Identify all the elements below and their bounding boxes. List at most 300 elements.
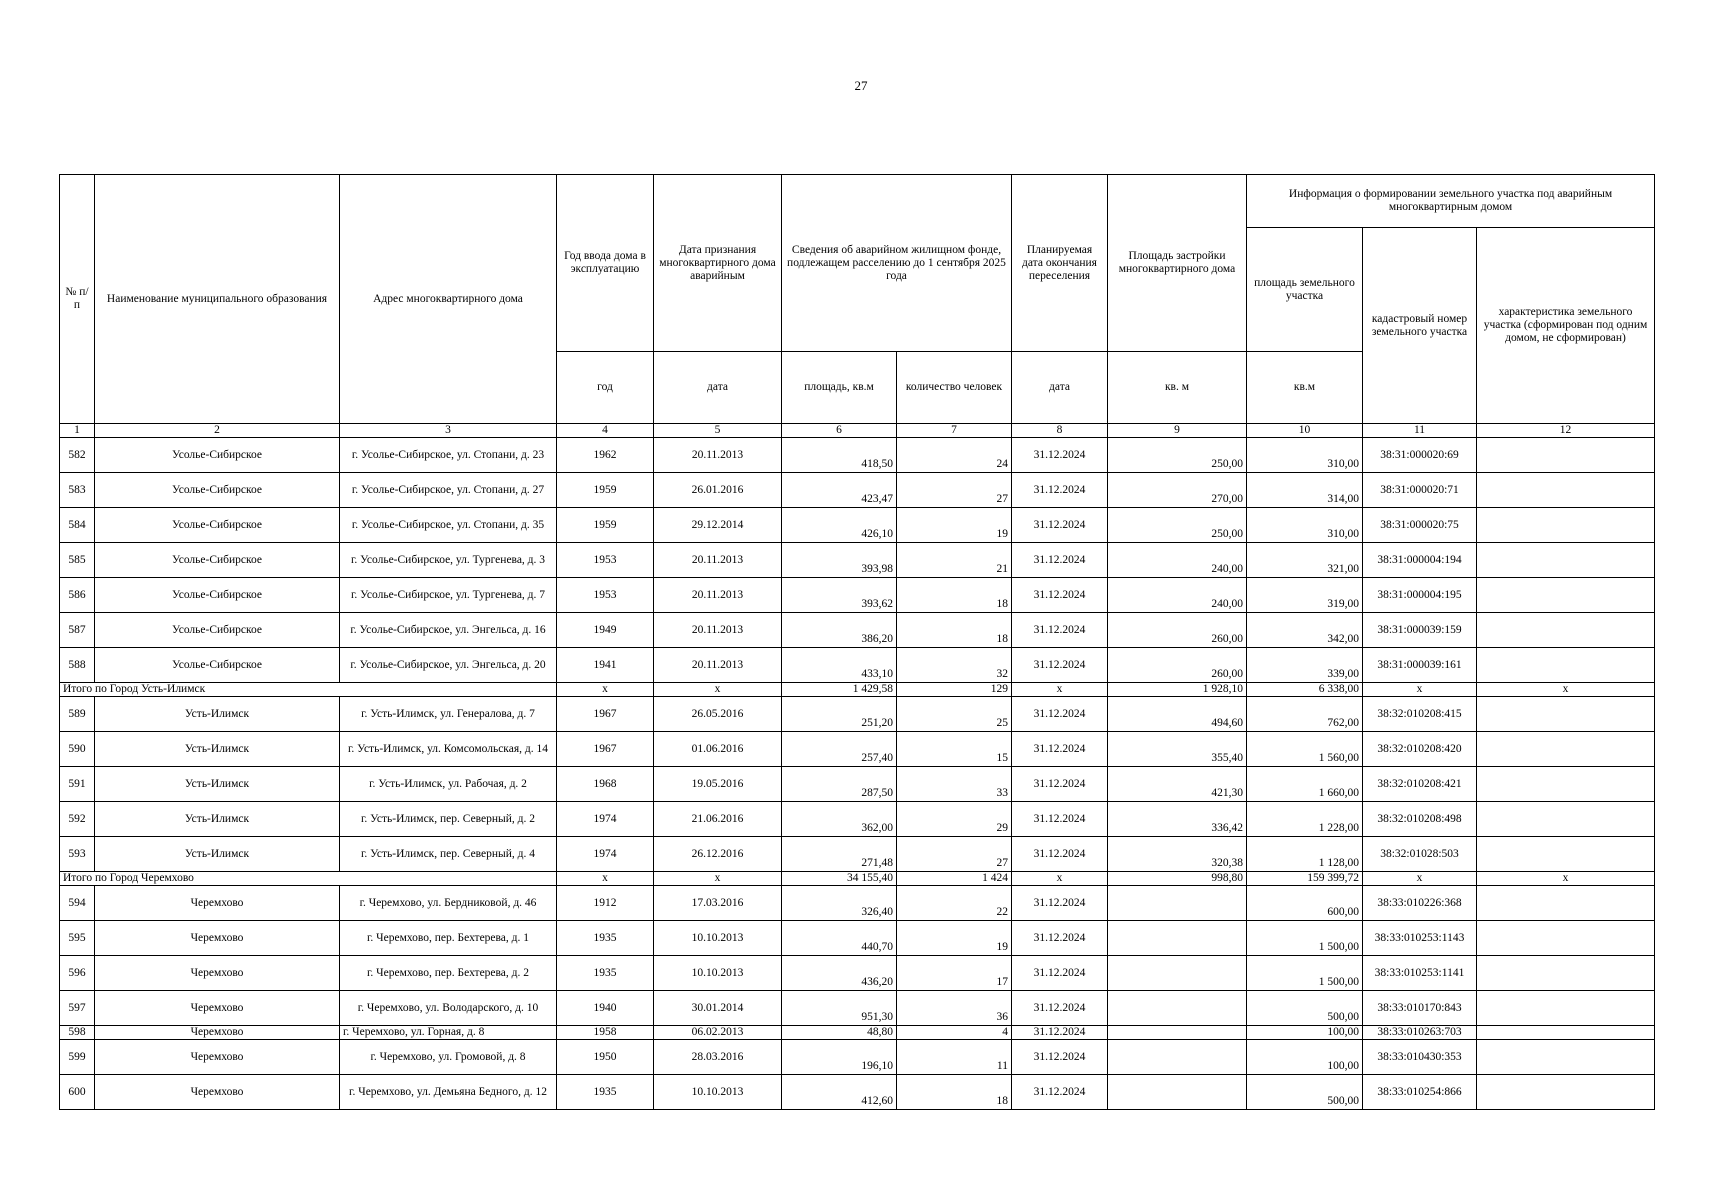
cell-build-area: 250,00 [1108, 438, 1247, 473]
cell-people: 27 [897, 473, 1012, 508]
cell-num: 600 [60, 1075, 95, 1110]
cell-area: 362,00 [782, 802, 897, 837]
cell-land-char [1477, 767, 1655, 802]
cell-people: 22 [897, 886, 1012, 921]
cell-year: 1912 [557, 886, 654, 921]
header-unit-people: количество человек [897, 352, 1012, 424]
cell-recognition-date: 29.12.2014 [654, 508, 782, 543]
header-planned-date: Планируемая дата окончания переселения [1012, 175, 1108, 352]
cell-recognition-date: 26.12.2016 [654, 837, 782, 872]
table-row [60, 956, 1655, 991]
cell-num: 587 [60, 613, 95, 648]
cell-land-char [1477, 837, 1655, 872]
cell-build-area: 494,60 [1108, 697, 1247, 732]
cell-recognition-date: 26.05.2016 [654, 697, 782, 732]
cell-year: x [557, 872, 654, 886]
cell-num: 584 [60, 508, 95, 543]
cell-build-area: 250,00 [1108, 508, 1247, 543]
table-row [60, 921, 1655, 956]
cell-area: 412,60 [782, 1075, 897, 1110]
cell-area: 951,30 [782, 991, 897, 1026]
cell-planned-date: x [1012, 683, 1108, 697]
table-row [60, 1075, 1655, 1110]
header-land-info: Информация о формировании земельного участка под аварийным многоквартирным домом [1247, 175, 1655, 228]
cell-address: г. Усолье-Сибирское, ул. Стопани, д. 23 [340, 438, 557, 473]
cell-cadastral: 38:31:000020:71 [1363, 473, 1477, 508]
cell-recognition-date: 01.06.2016 [654, 732, 782, 767]
column-number: 12 [1477, 424, 1655, 438]
header-year: Год ввода дома в эксплуатацию [557, 175, 654, 352]
cell-land-char [1477, 543, 1655, 578]
cell-municipality: Усть-Илимск [95, 802, 340, 837]
cell-land-area: 1 128,00 [1247, 837, 1363, 872]
cell-planned-date: 31.12.2024 [1012, 578, 1108, 613]
header-num: № п/п [60, 175, 95, 424]
cell-people: 27 [897, 837, 1012, 872]
cell-land-area: 1 560,00 [1247, 732, 1363, 767]
cell-address: г. Черемхово, ул. Громовой, д. 8 [340, 1040, 557, 1075]
cell-cadastral: x [1363, 683, 1477, 697]
cell-year: 1959 [557, 508, 654, 543]
header-emergency-fund: Сведения об аварийном жилищном фонде, подлежащем расселению до 1 сентября 2025 года [782, 175, 1012, 352]
cell-municipality: Усолье-Сибирское [95, 613, 340, 648]
cell-num: 586 [60, 578, 95, 613]
cell-num: 585 [60, 543, 95, 578]
cell-land-char [1477, 578, 1655, 613]
cell-cadastral: 38:33:010263:703 [1363, 1026, 1477, 1040]
cell-year: 1967 [557, 732, 654, 767]
cell-year: 1974 [557, 802, 654, 837]
cell-address: г. Усолье-Сибирское, ул. Тургенева, д. 7 [340, 578, 557, 613]
cell-recognition-date: 20.11.2013 [654, 438, 782, 473]
cell-planned-date: 31.12.2024 [1012, 1075, 1108, 1110]
cell-area: 251,20 [782, 697, 897, 732]
table-header [60, 175, 1655, 438]
cell-address: г. Усть-Илимск, пер. Северный, д. 4 [340, 837, 557, 872]
cell-land-area: 100,00 [1247, 1026, 1363, 1040]
cell-people: 19 [897, 921, 1012, 956]
cell-planned-date: 31.12.2024 [1012, 767, 1108, 802]
cell-municipality: Усть-Илимск [95, 767, 340, 802]
cell-build-area: 355,40 [1108, 732, 1247, 767]
header-land-area: площадь земельного участка [1247, 228, 1363, 352]
cell-cadastral: 38:33:010253:1141 [1363, 956, 1477, 991]
cell-cadastral: 38:32:010208:415 [1363, 697, 1477, 732]
cell-land-area: 159 399,72 [1247, 872, 1363, 886]
cell-municipality: Усолье-Сибирское [95, 578, 340, 613]
cell-land-area: 1 500,00 [1247, 956, 1363, 991]
header-recognition-date: Дата признания многоквартирного дома аварийным [654, 175, 782, 352]
cell-year: 1941 [557, 648, 654, 683]
column-number: 10 [1247, 424, 1363, 438]
cell-cadastral: 38:31:000004:194 [1363, 543, 1477, 578]
table-row [60, 732, 1655, 767]
cell-recognition-date: 20.11.2013 [654, 613, 782, 648]
cell-people: 129 [897, 683, 1012, 697]
cell-address: г. Усолье-Сибирское, ул. Энгельса, д. 16 [340, 613, 557, 648]
cell-address: г. Усть-Илимск, ул. Рабочая, д. 2 [340, 767, 557, 802]
cell-land-area: 6 338,00 [1247, 683, 1363, 697]
header-land-char: характеристика земельного участка (сформирован под одним домом, не сформирован) [1477, 228, 1655, 424]
cell-municipality: Усолье-Сибирское [95, 438, 340, 473]
header-unit-land: кв.м [1247, 352, 1363, 424]
cell-land-area: 1 660,00 [1247, 767, 1363, 802]
cell-address: г. Черемхово, ул. Бердниковой, д. 46 [340, 886, 557, 921]
cell-land-area: 500,00 [1247, 991, 1363, 1026]
cell-address: г. Черемхово, ул. Володарского, д. 10 [340, 991, 557, 1026]
subtotal-label: Итого по Город Усть-Илимск [60, 683, 557, 697]
cell-address: г. Усть-Илимск, ул. Генералова, д. 7 [340, 697, 557, 732]
cell-area: 257,40 [782, 732, 897, 767]
cell-planned-date: 31.12.2024 [1012, 697, 1108, 732]
cell-address: г. Усолье-Сибирское, ул. Тургенева, д. 3 [340, 543, 557, 578]
cell-area: 418,50 [782, 438, 897, 473]
cell-year: 1935 [557, 1075, 654, 1110]
column-number: 1 [60, 424, 95, 438]
table-row [60, 1040, 1655, 1075]
cell-num: 593 [60, 837, 95, 872]
cell-year: 1935 [557, 921, 654, 956]
cell-planned-date: 31.12.2024 [1012, 508, 1108, 543]
cell-num: 596 [60, 956, 95, 991]
cell-num: 599 [60, 1040, 95, 1075]
column-number: 8 [1012, 424, 1108, 438]
table-row [60, 508, 1655, 543]
cell-year: 1953 [557, 543, 654, 578]
header-unit-year: год [557, 352, 654, 424]
cell-cadastral: 38:32:010208:498 [1363, 802, 1477, 837]
cell-recognition-date: 28.03.2016 [654, 1040, 782, 1075]
cell-area: 1 429,58 [782, 683, 897, 697]
cell-cadastral: 38:32:010208:421 [1363, 767, 1477, 802]
table-row [60, 543, 1655, 578]
cell-planned-date: 31.12.2024 [1012, 956, 1108, 991]
cell-year: 1967 [557, 697, 654, 732]
cell-build-area: 998,80 [1108, 872, 1247, 886]
cell-people: 21 [897, 543, 1012, 578]
table-row [60, 802, 1655, 837]
table-row [60, 613, 1655, 648]
cell-address: г. Черемхово, ул. Демьяна Бедного, д. 12 [340, 1075, 557, 1110]
cell-land-area: 600,00 [1247, 886, 1363, 921]
table-row [60, 697, 1655, 732]
cell-cadastral: 38:32:01028:503 [1363, 837, 1477, 872]
cell-planned-date: 31.12.2024 [1012, 921, 1108, 956]
cell-land-area: 1 500,00 [1247, 921, 1363, 956]
cell-build-area: 336,42 [1108, 802, 1247, 837]
cell-land-char [1477, 473, 1655, 508]
cell-area: 393,98 [782, 543, 897, 578]
cell-build-area: 260,00 [1108, 648, 1247, 683]
cell-planned-date: 31.12.2024 [1012, 473, 1108, 508]
cell-cadastral: x [1363, 872, 1477, 886]
cell-recognition-date: 19.05.2016 [654, 767, 782, 802]
cell-build-area: 240,00 [1108, 543, 1247, 578]
cell-recognition-date: 21.06.2016 [654, 802, 782, 837]
column-number: 11 [1363, 424, 1477, 438]
cell-land-area: 319,00 [1247, 578, 1363, 613]
cell-build-area [1108, 956, 1247, 991]
cell-year: 1949 [557, 613, 654, 648]
cell-year: 1940 [557, 991, 654, 1026]
cell-cadastral: 38:31:000039:159 [1363, 613, 1477, 648]
cell-municipality: Усть-Илимск [95, 697, 340, 732]
cell-num: 589 [60, 697, 95, 732]
page-number: 27 [854, 78, 868, 93]
cell-municipality: Черемхово [95, 991, 340, 1026]
cell-year: 1953 [557, 578, 654, 613]
cell-cadastral: 38:31:000004:195 [1363, 578, 1477, 613]
cell-recognition-date: 26.01.2016 [654, 473, 782, 508]
cell-land-char [1477, 648, 1655, 683]
cell-municipality: Усть-Илимск [95, 837, 340, 872]
cell-cadastral: 38:31:000020:69 [1363, 438, 1477, 473]
cell-area: 271,48 [782, 837, 897, 872]
table-row [60, 578, 1655, 613]
cell-people: 29 [897, 802, 1012, 837]
table-row [60, 991, 1655, 1026]
cell-planned-date: 31.12.2024 [1012, 613, 1108, 648]
cell-num: 583 [60, 473, 95, 508]
cell-municipality: Черемхово [95, 1075, 340, 1110]
cell-recognition-date: 20.11.2013 [654, 578, 782, 613]
table-row [60, 886, 1655, 921]
cell-planned-date: 31.12.2024 [1012, 648, 1108, 683]
cell-num: 582 [60, 438, 95, 473]
cell-year: x [557, 683, 654, 697]
table-row [60, 767, 1655, 802]
cell-planned-date: 31.12.2024 [1012, 1040, 1108, 1075]
cell-build-area [1108, 1075, 1247, 1110]
cell-people: 36 [897, 991, 1012, 1026]
cell-land-char [1477, 991, 1655, 1026]
cell-recognition-date: 10.10.2013 [654, 921, 782, 956]
cell-people: 33 [897, 767, 1012, 802]
table-row [60, 438, 1655, 473]
cell-build-area: 320,38 [1108, 837, 1247, 872]
cell-num: 590 [60, 732, 95, 767]
cell-cadastral: 38:33:010226:368 [1363, 886, 1477, 921]
cell-people: 11 [897, 1040, 1012, 1075]
cell-land-char [1477, 697, 1655, 732]
cell-area: 436,20 [782, 956, 897, 991]
cell-planned-date: x [1012, 872, 1108, 886]
cell-land-char [1477, 438, 1655, 473]
cell-planned-date: 31.12.2024 [1012, 802, 1108, 837]
cell-land-area: 310,00 [1247, 438, 1363, 473]
cell-build-area [1108, 991, 1247, 1026]
header-build-area: Площадь застройки многоквартирного дома [1108, 175, 1247, 352]
subtotal-row [60, 683, 1655, 697]
cell-land-area: 500,00 [1247, 1075, 1363, 1110]
cell-planned-date: 31.12.2024 [1012, 991, 1108, 1026]
cell-people: 15 [897, 732, 1012, 767]
cell-municipality: Усолье-Сибирское [95, 508, 340, 543]
cell-recognition-date: x [654, 872, 782, 886]
cell-people: 18 [897, 1075, 1012, 1110]
table-row [60, 837, 1655, 872]
cell-build-area: 260,00 [1108, 613, 1247, 648]
cell-land-char [1477, 1026, 1655, 1040]
cell-recognition-date: 10.10.2013 [654, 1075, 782, 1110]
cell-cadastral: 38:31:000020:75 [1363, 508, 1477, 543]
cell-recognition-date: 06.02.2013 [654, 1026, 782, 1040]
cell-planned-date: 31.12.2024 [1012, 1026, 1108, 1040]
cell-recognition-date: 30.01.2014 [654, 991, 782, 1026]
cell-land-char [1477, 732, 1655, 767]
cell-cadastral: 38:33:010254:866 [1363, 1075, 1477, 1110]
cell-land-area: 1 228,00 [1247, 802, 1363, 837]
cell-municipality: Усолье-Сибирское [95, 473, 340, 508]
cell-planned-date: 31.12.2024 [1012, 886, 1108, 921]
cell-build-area [1108, 1026, 1247, 1040]
column-number: 2 [95, 424, 340, 438]
cell-recognition-date: 20.11.2013 [654, 543, 782, 578]
cell-area: 326,40 [782, 886, 897, 921]
cell-land-area: 310,00 [1247, 508, 1363, 543]
column-number: 3 [340, 424, 557, 438]
column-number: 9 [1108, 424, 1247, 438]
cell-year: 1958 [557, 1026, 654, 1040]
cell-area: 393,62 [782, 578, 897, 613]
cell-build-area: 1 928,10 [1108, 683, 1247, 697]
cell-year: 1935 [557, 956, 654, 991]
table-body [60, 438, 1655, 1110]
cell-area: 34 155,40 [782, 872, 897, 886]
cell-area: 48,80 [782, 1026, 897, 1040]
cell-year: 1968 [557, 767, 654, 802]
cell-build-area [1108, 886, 1247, 921]
cell-planned-date: 31.12.2024 [1012, 438, 1108, 473]
cell-area: 433,10 [782, 648, 897, 683]
cell-land-area: 314,00 [1247, 473, 1363, 508]
cell-build-area: 240,00 [1108, 578, 1247, 613]
cell-people: 4 [897, 1026, 1012, 1040]
cell-municipality: Черемхово [95, 956, 340, 991]
cell-build-area: 421,30 [1108, 767, 1247, 802]
cell-cadastral: 38:33:010253:1143 [1363, 921, 1477, 956]
column-number: 5 [654, 424, 782, 438]
cell-address: г. Черемхово, пер. Бехтерева, д. 1 [340, 921, 557, 956]
cell-year: 1974 [557, 837, 654, 872]
cell-num: 591 [60, 767, 95, 802]
cell-address: г. Усть-Илимск, ул. Комсомольская, д. 14 [340, 732, 557, 767]
cell-build-area [1108, 921, 1247, 956]
cell-municipality: Черемхово [95, 1026, 340, 1040]
cell-people: 25 [897, 697, 1012, 732]
cell-address: г. Усолье-Сибирское, ул. Энгельса, д. 20 [340, 648, 557, 683]
cell-land-area: 321,00 [1247, 543, 1363, 578]
cell-num: 594 [60, 886, 95, 921]
cell-municipality: Усть-Илимск [95, 732, 340, 767]
column-number: 6 [782, 424, 897, 438]
header-unit-area: площадь, кв.м [782, 352, 897, 424]
cell-recognition-date: 17.03.2016 [654, 886, 782, 921]
cell-num: 597 [60, 991, 95, 1026]
cell-recognition-date: x [654, 683, 782, 697]
cell-year: 1959 [557, 473, 654, 508]
cell-people: 19 [897, 508, 1012, 543]
cell-planned-date: 31.12.2024 [1012, 543, 1108, 578]
subtotal-row [60, 872, 1655, 886]
cell-people: 17 [897, 956, 1012, 991]
cell-people: 18 [897, 578, 1012, 613]
cell-land-area: 339,00 [1247, 648, 1363, 683]
cell-num: 595 [60, 921, 95, 956]
cell-cadastral: 38:33:010170:843 [1363, 991, 1477, 1026]
cell-municipality: Усолье-Сибирское [95, 543, 340, 578]
header-unit-build: кв. м [1108, 352, 1247, 424]
cell-year: 1962 [557, 438, 654, 473]
cell-land-char [1477, 1040, 1655, 1075]
cell-area: 196,10 [782, 1040, 897, 1075]
cell-cadastral: 38:33:010430:353 [1363, 1040, 1477, 1075]
cell-cadastral: 38:32:010208:420 [1363, 732, 1477, 767]
cell-land-char [1477, 1075, 1655, 1110]
cell-area: 440,70 [782, 921, 897, 956]
cell-land-char [1477, 886, 1655, 921]
column-number: 7 [897, 424, 1012, 438]
cell-planned-date: 31.12.2024 [1012, 732, 1108, 767]
cell-land-char: x [1477, 872, 1655, 886]
header-municipality: Наименование муниципального образования [95, 175, 340, 424]
cell-num: 598 [60, 1026, 95, 1040]
cell-num: 588 [60, 648, 95, 683]
header-address: Адрес многоквартирного дома [340, 175, 557, 424]
cell-land-area: 762,00 [1247, 697, 1363, 732]
cell-land-area: 342,00 [1247, 613, 1363, 648]
cell-land-char [1477, 613, 1655, 648]
cell-address: г. Усолье-Сибирское, ул. Стопани, д. 27 [340, 473, 557, 508]
cell-recognition-date: 10.10.2013 [654, 956, 782, 991]
cell-land-char [1477, 508, 1655, 543]
cell-land-char [1477, 921, 1655, 956]
cell-address: г. Усолье-Сибирское, ул. Стопани, д. 35 [340, 508, 557, 543]
header-unit-date: дата [654, 352, 782, 424]
cell-planned-date: 31.12.2024 [1012, 837, 1108, 872]
emergency-housing-table [59, 174, 1655, 1110]
cell-year: 1950 [557, 1040, 654, 1075]
cell-people: 1 424 [897, 872, 1012, 886]
cell-cadastral: 38:31:000039:161 [1363, 648, 1477, 683]
table-row [60, 1026, 1655, 1040]
cell-land-char [1477, 802, 1655, 837]
cell-municipality: Черемхово [95, 921, 340, 956]
cell-area: 287,50 [782, 767, 897, 802]
cell-area: 426,10 [782, 508, 897, 543]
cell-municipality: Усолье-Сибирское [95, 648, 340, 683]
column-number-row [60, 424, 1655, 438]
cell-municipality: Черемхово [95, 886, 340, 921]
cell-people: 18 [897, 613, 1012, 648]
cell-address: г. Черемхово, ул. Горная, д. 8 [340, 1026, 557, 1040]
cell-address: г. Усть-Илимск, пер. Северный, д. 2 [340, 802, 557, 837]
cell-build-area [1108, 1040, 1247, 1075]
cell-area: 423,47 [782, 473, 897, 508]
column-number: 4 [557, 424, 654, 438]
cell-build-area: 270,00 [1108, 473, 1247, 508]
subtotal-label: Итого по Город Черемхово [60, 872, 557, 886]
cell-land-char: x [1477, 683, 1655, 697]
table-row [60, 648, 1655, 683]
header-cadastral: кадастровый номер земельного участка [1363, 228, 1477, 424]
cell-address: г. Черемхово, пер. Бехтерева, д. 2 [340, 956, 557, 991]
cell-land-area: 100,00 [1247, 1040, 1363, 1075]
cell-people: 24 [897, 438, 1012, 473]
cell-recognition-date: 20.11.2013 [654, 648, 782, 683]
cell-area: 386,20 [782, 613, 897, 648]
cell-land-char [1477, 956, 1655, 991]
